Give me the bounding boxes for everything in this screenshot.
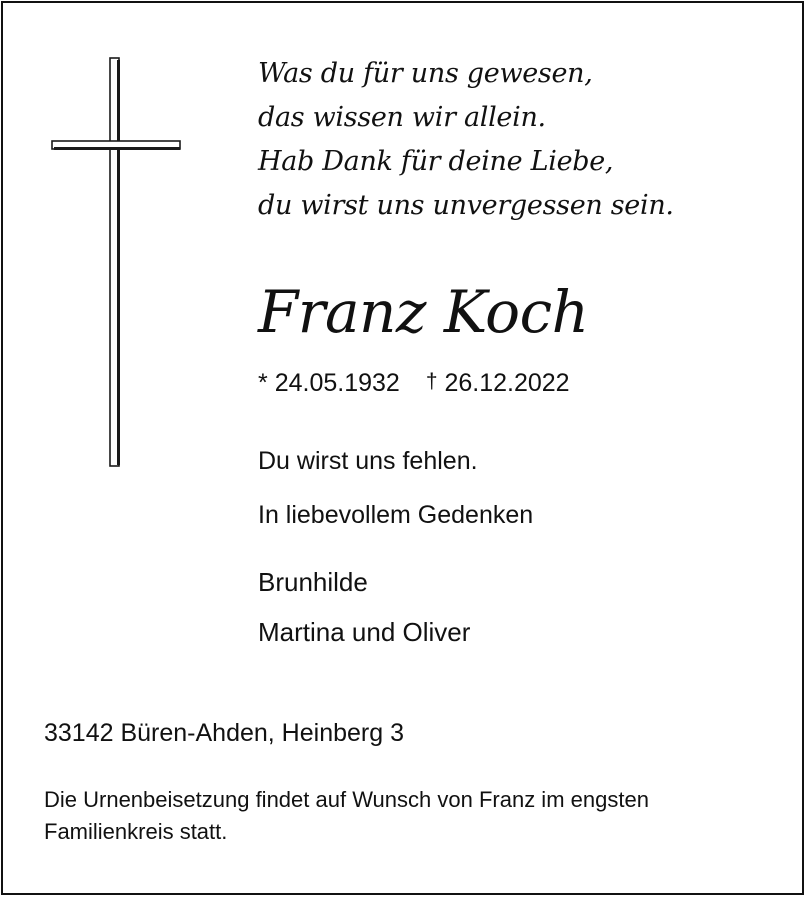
poem-line-4: du wirst uns unvergessen sein.: [258, 190, 674, 221]
deceased-name: Franz Koch: [258, 278, 589, 346]
mourner-line-1: Brunhilde: [258, 567, 368, 597]
birth-date: 24.05.1932: [274, 369, 400, 397]
memorial-poem: [258, 52, 674, 228]
death-symbol: †: [425, 370, 438, 393]
death-date: 26.12.2022: [444, 369, 570, 397]
birth-symbol: *: [258, 369, 268, 397]
mourner-line-2: Martina und Oliver: [258, 617, 471, 647]
life-dates: [258, 365, 570, 403]
missing-message: Du wirst uns fehlen.: [258, 447, 478, 475]
poem-line-3: Hab Dank für deine Liebe,: [258, 146, 614, 177]
family-address: 33142 Büren-Ahden, Heinberg 3: [44, 719, 404, 747]
poem-line-1: Was du für uns gewesen,: [258, 58, 593, 89]
memory-message: In liebevollem Gedenken: [258, 501, 534, 529]
burial-note: Die Urnenbeisetzung findet auf Wunsch von Franz im engsten Familienkreis statt.: [44, 787, 649, 844]
poem-line-2: das wissen wir allein.: [258, 102, 546, 133]
